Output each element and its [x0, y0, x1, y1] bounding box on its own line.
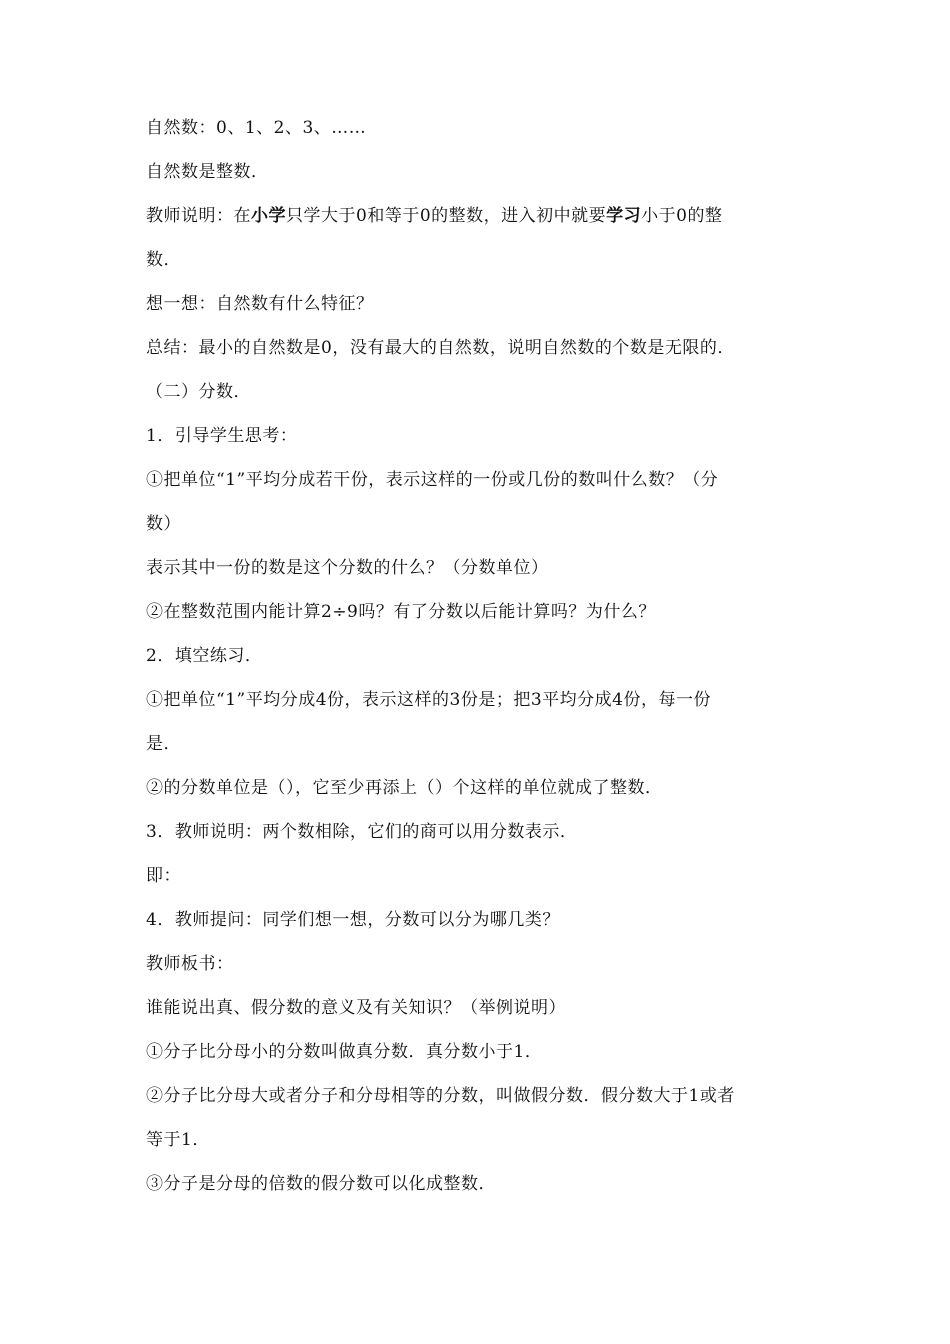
text-line: [146, 205, 816, 227]
text-line: ①把单位“1”平均分成若干份，表示这样的一份或几份的数叫什么数？（分: [146, 470, 719, 490]
text-line: 表示其中一份的数是这个分数的什么？（分数单位）: [146, 558, 549, 578]
text-line: 自然数：0、1、2、3、……: [146, 118, 367, 138]
text-line: 想一想：自然数有什么特征？: [146, 294, 374, 314]
text-line: 即：: [146, 866, 181, 886]
text-line: 数．: [146, 250, 181, 270]
text-line: 教师板书：: [146, 954, 234, 974]
text-line: 总结：最小的自然数是0，没有最大的自然数，说明自然数的个数是无限的．: [146, 338, 735, 358]
text-segment: 小于0的整: [641, 206, 723, 226]
text-line: 1．引导学生思考：: [146, 426, 298, 446]
bold-keyword: 学习: [606, 206, 642, 226]
text-line: 自然数是整数．: [146, 162, 269, 182]
text-line: 谁能说出真、假分数的意义及有关知识？（举例说明）: [146, 998, 566, 1018]
text-line: 是．: [146, 734, 181, 754]
text-line: ②在整数范围内能计算2÷9吗？有了分数以后能计算吗？为什么？: [146, 602, 656, 622]
text-line: ①把单位“1”平均分成4份，表示这样的3份是；把3平均分成4份，每一份: [146, 690, 711, 710]
text-line: 数）: [146, 514, 181, 534]
text-line: ②的分数单位是（），它至少再添上（）个这样的单位就成了整数．: [146, 778, 663, 798]
text-line: 3．教师说明：两个数相除，它们的商可以用分数表示．: [146, 822, 578, 842]
text-line: 等于1．: [146, 1130, 210, 1150]
bold-keyword: 小学: [251, 206, 286, 226]
text-line: ③分子是分母的倍数的假分数可以化成整数．: [146, 1174, 496, 1194]
section-heading: （二）分数．: [146, 382, 251, 402]
text-segment: 教师说明：在: [146, 206, 251, 226]
text-segment: 只学大于0和等于0的整数，进入初中就要: [286, 206, 607, 226]
text-line: ①分子比分母小的分数叫做真分数．真分数小于1．: [146, 1042, 543, 1062]
text-line: 2．填空练习．: [146, 646, 263, 666]
text-line: ②分子比分母大或者分子和分母相等的分数，叫做假分数．假分数大于1或者: [146, 1086, 735, 1106]
text-line: 4．教师提问：同学们想一想，分数可以分为哪几类？: [146, 910, 560, 930]
